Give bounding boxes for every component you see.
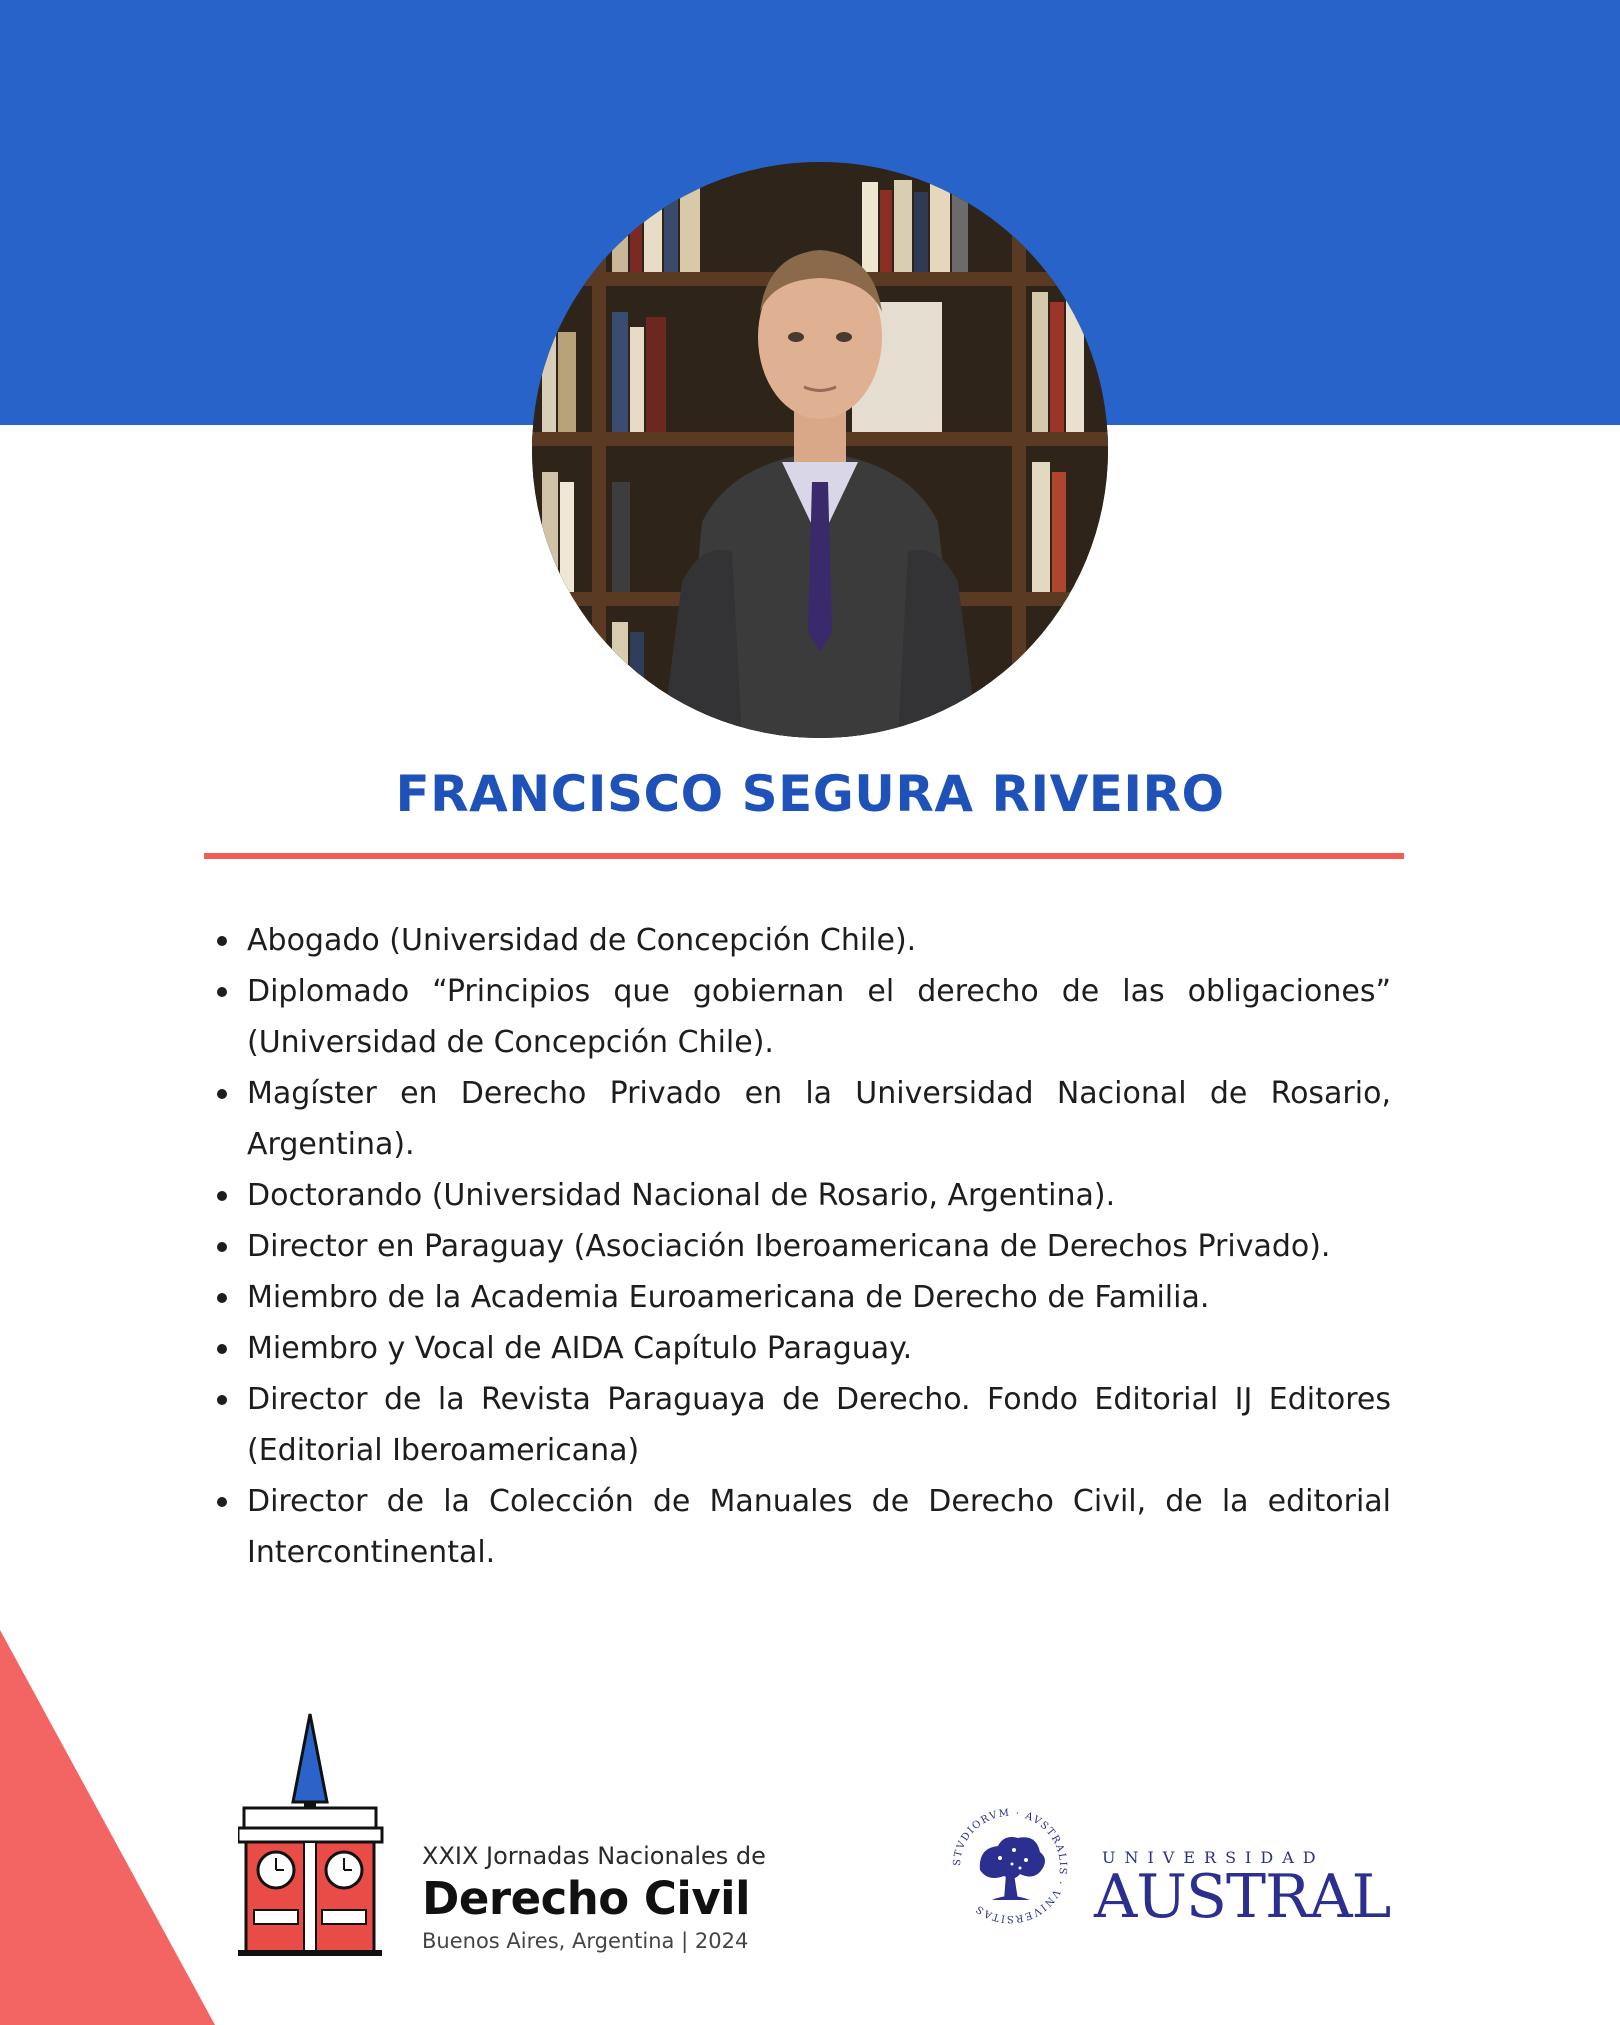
university-seal-icon: [948, 1804, 1072, 1928]
bio-item: Magíster en Derecho Privado en la Universidad Nacional de Rosario, Argentina).: [247, 1068, 1391, 1170]
university-label-big: AUSTRAL: [1094, 1862, 1391, 1932]
bio-item: Miembro de la Academia Euroamericana de Derecho de Familia.: [247, 1272, 1391, 1323]
portrait-image: [532, 162, 1108, 738]
event-line-1: XXIX Jornadas Nacionales de: [422, 1842, 766, 1870]
bio-item: Miembro y Vocal de AIDA Capítulo Paraguay.: [247, 1323, 1391, 1374]
bio-item: Doctorando (Universidad Nacional de Rosario, Argentina).: [247, 1170, 1391, 1221]
bio-item: Abogado (Universidad de Concepción Chile).: [247, 915, 1391, 966]
accent-divider: [204, 853, 1404, 859]
corner-triangle: [0, 1630, 215, 2025]
bio-item: Director de la Colección de Manuales de Derecho Civil, de la editorial Intercontinental.: [247, 1476, 1391, 1578]
bio-item: Director de la Revista Paraguaya de Derecho. Fondo Editorial IJ Editores (Editorial Iberoamericana): [247, 1374, 1391, 1476]
seal-text: STVDIORVM · AVSTRALIS · VNIVERSITAS: [951, 1807, 1069, 1925]
bio-list: [213, 915, 1391, 1578]
event-line-3: Buenos Aires, Argentina | 2024: [422, 1929, 749, 1953]
event-line-2: Derecho Civil: [422, 1872, 751, 1925]
bio-item: Director en Paraguay (Asociación Iberoamericana de Derechos Privado).: [247, 1221, 1391, 1272]
university-label-small: UNIVERSIDAD: [1102, 1848, 1325, 1867]
portrait-photo: [532, 162, 1108, 738]
event-title: [422, 1840, 822, 1956]
speaker-name: FRANCISCO SEGURA RIVEIRO: [395, 765, 1225, 823]
bio-item: Diplomado “Principios que gobiernan el derecho de las obligaciones” (Universidad de Concepción Chile).: [247, 966, 1391, 1068]
